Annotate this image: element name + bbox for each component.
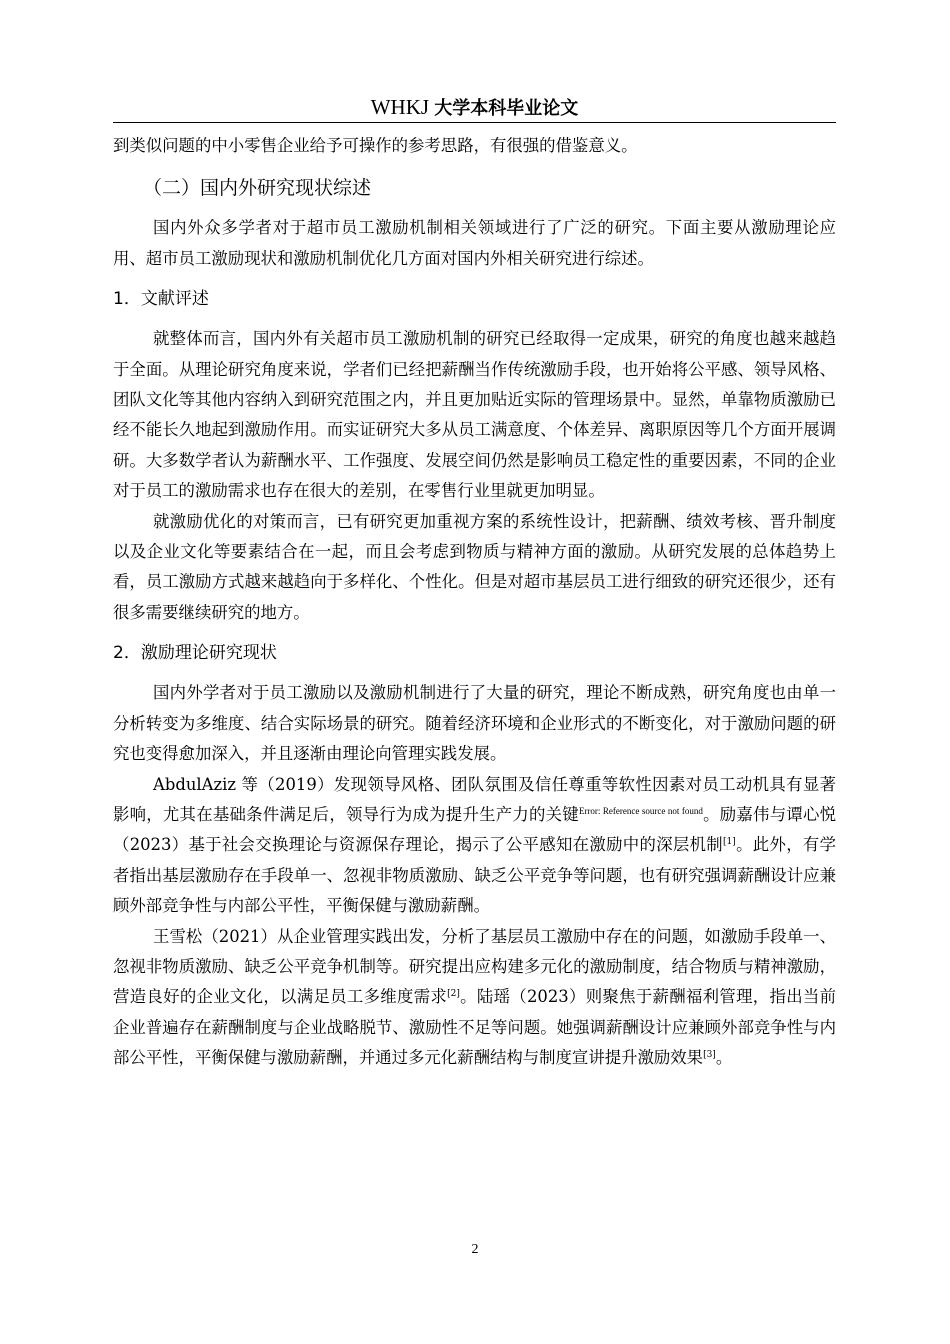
paragraph: 就整体而言，国内外有关超市员工激励机制的研究已经取得一定成果，研究的角度也越来越趋于全面。从理论研究角度来说，学者们已经把薪酬当作传统激励手段，也开始将公平感、领导风格、团队文化等其他内容纳入到研究范围之内，并且更加贴近实际的管理场景中。显然，单靠物质激励已经不能长久地起到激励作用。而实证研究大多从员工满意度、个体差异、离职原因等几个方面开展调研。大多数学者认为薪酬水平、工作强度、发展空间仍然是影响员工稳定性的重要因素，不同的企业对于员工的激励需求也存在很大的差别，在零售行业里就更加明显。 (113, 329, 836, 501)
paragraph-text: AbdulAziz 等（2019）发现领导风格、团队氛围及信任尊重等软性因素对员工动机具有显著影响，尤其在基础条件满足后，领导行为成为提升生产力的关键 (113, 774, 836, 824)
paragraph: 国内外众多学者对于超市员工激励机制相关领域进行了广泛的研究。下面主要从激励理论应用、超市员工激励现状和激励机制优化几方面对国内外相关研究进行综述。 (113, 218, 836, 268)
section-heading: （二）国内外研究现状综述 (143, 177, 372, 200)
paragraph-text: 。励嘉伟与谭心悦（2023）基于社会交换理论与资源保存理论，揭示了公平感知在激励中的深层机制 (113, 804, 837, 855)
citation-error: Error: Reference source not found (578, 805, 703, 816)
document-body (113, 131, 836, 1074)
paragraph: 就激励优化的对策而言，已有研究更加重视方案的系统性设计，把薪酬、绩效考核、晋升制度以及企业文化等要素结合在一起，而且会考虑到物质与精神方面的激励。从研究发展的总体趋势上看，员工激励方式越来越趋向于多样化、个性化。但是对超市基层员工进行细致的研究还很少，还有很多需要继续研究的地方。 (113, 511, 836, 622)
page-number: 2 (471, 1242, 479, 1257)
citation-ref[interactable]: [2] (447, 989, 460, 1000)
header-latin: WHKJ (370, 95, 435, 119)
paragraph-text: 。此外，有学者指出基层激励存在手段单一、忽视非物质激励、缺乏公平竞争等问题，也有研究强调薪酬设计应兼顾外部竞争性与内部公平性，平衡保健与激励薪酬。 (113, 835, 836, 916)
citation-ref[interactable]: [3] (703, 1050, 716, 1061)
paragraph-text: 。 (715, 1048, 733, 1068)
subsection-heading: 1．文献评述 (113, 289, 209, 310)
header-rule (113, 122, 836, 123)
paragraph: 国内外学者对于员工激励以及激励机制进行了大量的研究，理论不断成熟，研究角度也由单一分析转变为多维度、结合实际场景的研究。随着经济环境和企业形式的不断变化，对于激励问题的研究也变得愈加深入，并且逐渐由理论向管理实践发展。 (113, 683, 836, 764)
paragraph-text: 王雪松（2021）从企业管理实践出发，分析了基层员工激励中存在的问题，如激励手段单一、忽视非物质激励、缺乏公平竞争机制等。研究提出应构建多元化的激励制度，结合物质与精神激励，营造良好的企业文化，以满足员工多维度需求 (113, 926, 836, 1007)
citation-ref[interactable]: [1] (723, 837, 736, 848)
paragraph-with-citations (113, 770, 836, 922)
page-header (113, 92, 836, 122)
header-title: 大学本科毕业论文 (434, 98, 579, 119)
paragraph-continued: 到类似问题的中小零售企业给予可操作的参考思路，有很强的借鉴意义。 (113, 136, 638, 155)
subsection-heading: 2．激励理论研究现状 (113, 643, 277, 664)
paragraph-with-citations (113, 922, 836, 1074)
paragraph-text: 。陆瑶（2023）则聚焦于薪酬福利管理，指出当前企业普遍存在薪酬制度与企业战略脱节、激励性不足等问题。她强调薪酬设计应兼顾外部竞争性与内部公平性，平衡保健与激励薪酬，并通过多元化薪酬结构与制度宣讲提升激励效果 (113, 987, 836, 1068)
